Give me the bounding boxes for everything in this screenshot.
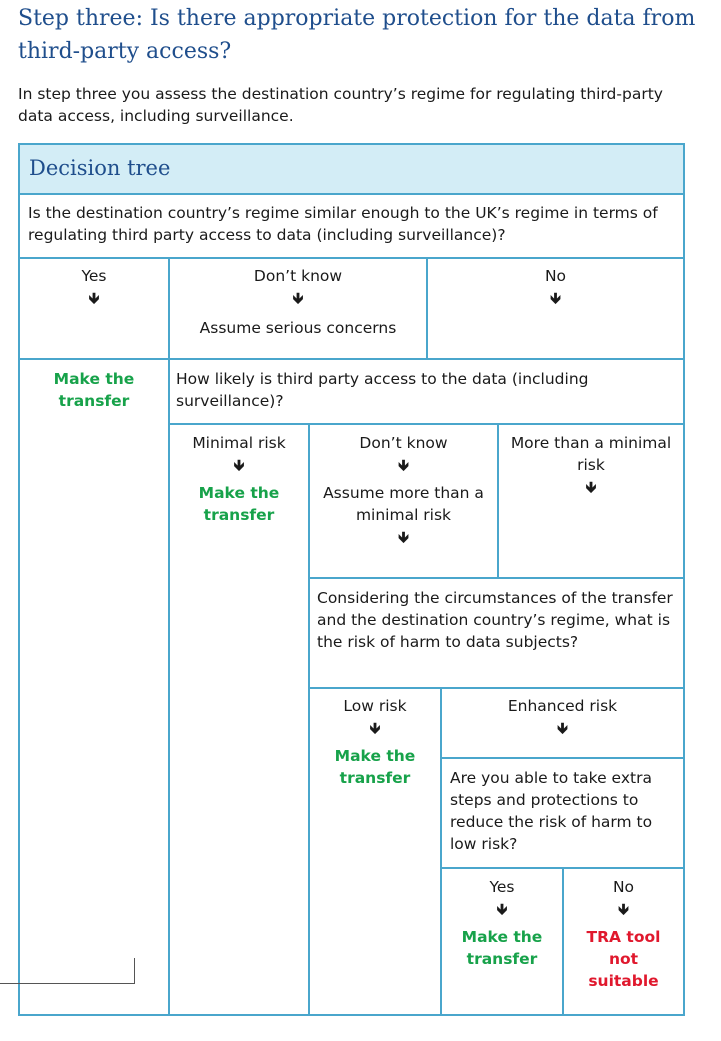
decision-tree-header (20, 145, 683, 193)
option-enhanced-risk (442, 695, 683, 739)
question-extra-steps: Are you able to take extra steps and protections to reduce the risk of harm to low risk? (450, 769, 653, 853)
outcome-make-transfer-4: Make the transfer (461, 928, 543, 968)
decision-tree (18, 143, 685, 1016)
option-no-2 (564, 876, 683, 992)
margin-line-tick (134, 958, 135, 984)
option-yes-2 (442, 876, 562, 970)
option-minimal-risk-label: Minimal risk (192, 434, 286, 452)
down-arrow-icon: 🡻 (398, 456, 409, 474)
option-low-risk-label: Low risk (343, 697, 407, 715)
down-arrow-icon: 🡻 (369, 719, 381, 737)
option-yes (20, 265, 168, 309)
down-arrow-icon: 🡻 (233, 456, 245, 474)
option-yes-2-label: Yes (489, 878, 515, 896)
down-arrow-icon: 🡻 (585, 478, 597, 496)
option-no (428, 265, 683, 309)
option-low-risk (310, 695, 440, 789)
down-arrow-icon: 🡻 (618, 900, 629, 918)
question-regime-similarity: Is the destination country’s regime similar enough to the UK’s regime in terms of regulating third party access to data (including surveillance)? (28, 204, 658, 244)
decision-tree-title: Decision tree (29, 156, 171, 180)
option-no-2-label: No (612, 878, 635, 896)
option-dont-know (170, 265, 426, 339)
intro-text: In step three you assess the destination country’s regime for regulating third-party data access, including surveillance. (18, 85, 663, 125)
option-dont-know-label: Don’t know (253, 267, 343, 285)
question-risk-of-harm: Considering the circumstances of the transfer and the destination country’s regime, what is the risk of harm to data subjects? (317, 589, 673, 651)
option-dont-know-2-label: Don’t know (359, 434, 448, 452)
down-arrow-icon: 🡻 (292, 289, 304, 307)
assume-serious-concerns: Assume serious concerns (199, 319, 397, 337)
margin-line (0, 983, 135, 984)
outcome-make-transfer-2: Make the transfer (198, 484, 280, 524)
outcome-tra-not-suitable: TRA tool not suitable (586, 928, 661, 990)
option-minimal-risk (170, 432, 308, 526)
page-heading: Step three: Is there appropriate protection for the data from third-party access? (18, 6, 696, 64)
outcome-make-transfer-1: Make the transfer (53, 370, 135, 410)
option-more-than-minimal-label: More than a minimal risk (510, 434, 672, 474)
outcome-make-transfer-3: Make the transfer (334, 747, 416, 787)
down-arrow-icon: 🡻 (496, 900, 508, 918)
question-access-likelihood: How likely is third party access to the data (including surveillance)? (176, 370, 589, 410)
down-arrow-icon: 🡻 (88, 289, 100, 307)
down-arrow-icon: 🡻 (398, 528, 409, 546)
option-enhanced-risk-label: Enhanced risk (507, 697, 618, 715)
option-no-label: No (544, 267, 567, 285)
option-more-than-minimal (499, 432, 683, 498)
option-yes-label: Yes (81, 267, 107, 285)
down-arrow-icon: 🡻 (557, 719, 568, 737)
option-dont-know-2 (310, 432, 497, 548)
down-arrow-icon: 🡻 (550, 289, 561, 307)
assume-more-than-minimal: Assume more than a minimal risk (323, 484, 484, 524)
